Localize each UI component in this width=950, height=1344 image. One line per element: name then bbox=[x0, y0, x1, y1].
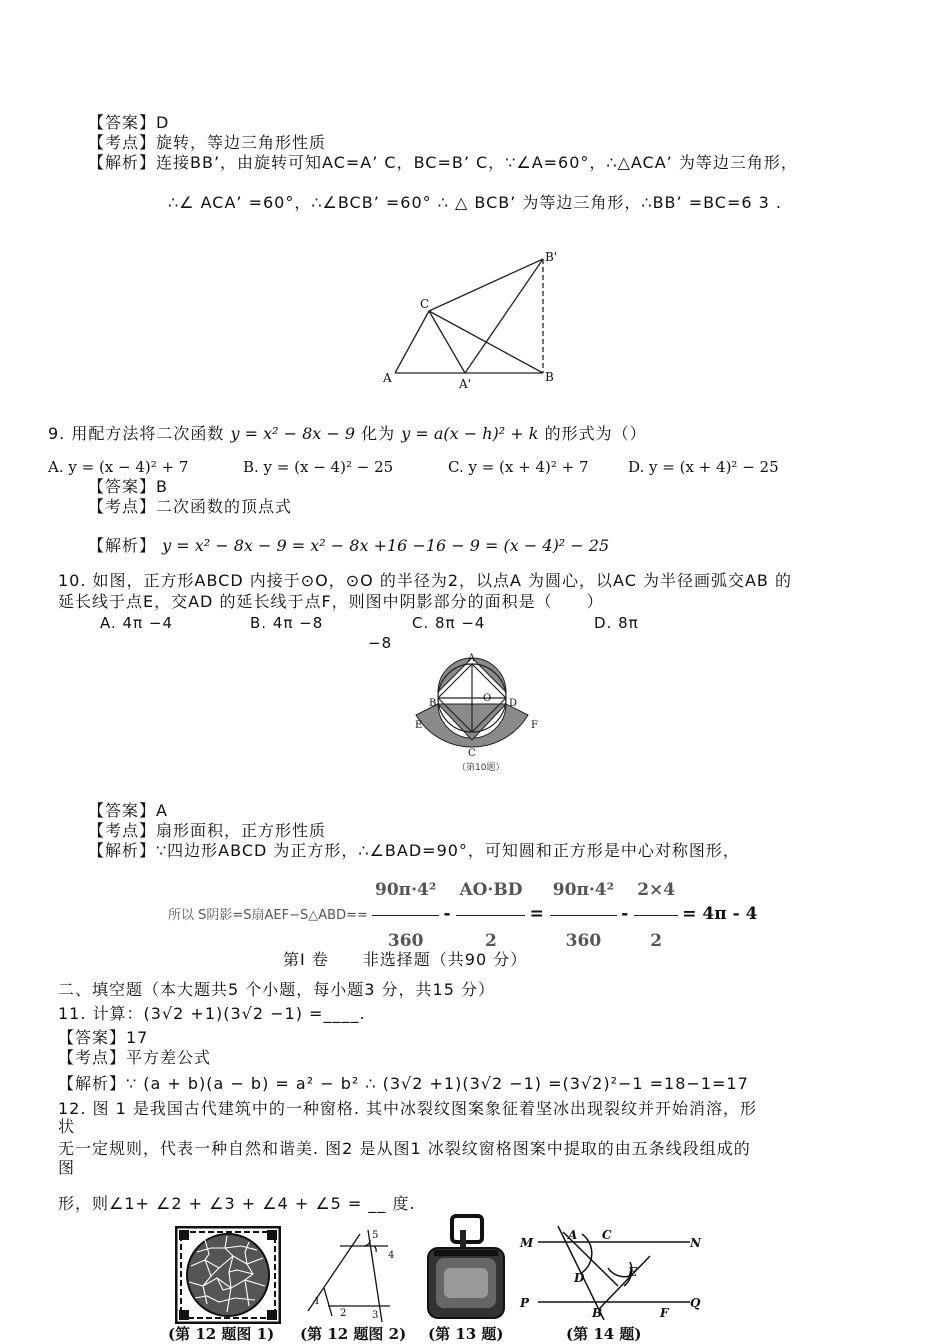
q10-point: 【考点】扇形面积，正方形性质 bbox=[88, 821, 327, 840]
q8-label-a: A bbox=[383, 371, 392, 385]
q13-suitcase-figure bbox=[424, 1214, 508, 1322]
caption-q13: (第 13 题) bbox=[428, 1325, 504, 1343]
q8-explain-1: 【解析】连接BB’，由旋转可知AC=A’ C，BC=B’ C，∵∠A=60°，∴△ACA’ 为等边三角形， bbox=[88, 153, 798, 172]
q10-fraction-1: $\frac{\text{90π·4²}}{360}$ bbox=[372, 865, 439, 966]
q12-fig2-label-3: 3 bbox=[372, 1310, 379, 1321]
q12-fig2-segments bbox=[300, 1226, 400, 1324]
q12-fig2-label-2: 2 bbox=[340, 1308, 347, 1319]
q11-point: 【考点】平方差公式 bbox=[58, 1048, 212, 1067]
q10-fraction-4: $\frac{2\times 4}{2}$ bbox=[634, 865, 678, 966]
q9-option-d: D. y = (x + 4)² − 25 bbox=[628, 458, 779, 476]
q11-stem: 11. 计算：(3√2 +1)(3√2 −1) =____. bbox=[58, 1004, 366, 1023]
q10-circle-figure bbox=[405, 648, 555, 776]
q12-stem-2: 无一定规则，代表一种自然和谐美. 图2 是从图1 冰裂纹窗格图案中提取的由五条线段组成的 bbox=[58, 1139, 751, 1158]
q14-label-p: P bbox=[520, 1296, 530, 1310]
q9-stem-formula-1: y = x² − 8x − 9 bbox=[230, 424, 356, 443]
q9-point: 【考点】二次函数的顶点式 bbox=[88, 497, 293, 516]
q12-fig2-label-4: 4 bbox=[388, 1250, 395, 1261]
q12-stem-2b: 图 bbox=[58, 1158, 76, 1177]
q14-label-n: N bbox=[690, 1236, 701, 1250]
q11-answer: 【答案】17 bbox=[58, 1028, 149, 1047]
q9-explain bbox=[88, 536, 609, 556]
q9-stem bbox=[48, 424, 647, 444]
q10-label-o: O bbox=[483, 693, 492, 704]
q9-answer: 【答案】B bbox=[88, 477, 168, 496]
q10-figure-caption: （第10题） bbox=[457, 763, 505, 773]
q10-stem-2: 延长线于点E，交AD 的延长线于点F，则图中阴影部分的面积是（ ） bbox=[58, 592, 604, 611]
q9-stem-suffix: 的形式为（） bbox=[544, 424, 647, 443]
q10-option-d: D. 8π bbox=[594, 614, 639, 632]
q12-fig2-label-1: 1 bbox=[314, 1296, 321, 1307]
q10-label-a: A bbox=[468, 653, 476, 664]
q8-explain-2: ∴∠ ACA’ =60°，∴∠BCB’ =60° ∴ △ BCB’ 为等边三角形，∴BB’ =BC=6 3 . bbox=[168, 193, 782, 212]
q10-explain: 【解析】∵四边形ABCD 为正方形，∴∠BAD=90°，可知圆和正方形是中心对称图形， bbox=[88, 841, 740, 860]
q14-label-q: Q bbox=[690, 1296, 701, 1310]
q9-option-c: C. y = (x + 4)² + 7 bbox=[448, 458, 589, 476]
q12-fig1-window-lattice bbox=[175, 1226, 281, 1324]
q9-option-a: A. y = (x − 4)² + 7 bbox=[48, 458, 189, 476]
q10-formula-result: = 4π - 4 bbox=[682, 904, 758, 924]
caption-q12-fig2: (第 12 题图 2) bbox=[300, 1325, 407, 1343]
q10-stem-1: 10. 如图，正方形ABCD 内接于⊙O，⊙O 的半径为2，以点A 为圆心，以AC 为半径画弧交AB 的 bbox=[58, 571, 792, 590]
q9-option-b: B. y = (x − 4)² − 25 bbox=[243, 458, 394, 476]
q8-label-c: C bbox=[420, 297, 430, 311]
q10-label-d: D bbox=[509, 698, 518, 709]
q10-label-e: E bbox=[415, 720, 423, 731]
q14-label-d: D bbox=[574, 1271, 585, 1285]
q10-formula-prefix: 所以 S阴影=S扇AEF−S△ABD== bbox=[168, 908, 368, 923]
q10-fraction-2: $\frac{AO\cdot BD}{2}$ bbox=[456, 865, 525, 966]
q12-stem-1b: 状 bbox=[58, 1117, 76, 1136]
q14-label-m: M bbox=[520, 1236, 534, 1250]
q10-option-b: B. 4π −8 bbox=[250, 614, 324, 632]
caption-q12-fig1: (第 12 题图 1) bbox=[168, 1325, 275, 1343]
q10-answer: 【答案】A bbox=[88, 801, 168, 820]
q14-label-e: E bbox=[628, 1265, 638, 1279]
q10-label-b: B bbox=[429, 698, 437, 709]
q9-explain-formula: y = x² − 8x − 9 = x² − 8x +16 −16 − 9 = (x − 4)² − 25 bbox=[162, 536, 610, 555]
q10-label-c: C bbox=[468, 748, 476, 759]
q8-point: 【考点】旋转，等边三角形性质 bbox=[88, 133, 327, 152]
q8-label-b1: B' bbox=[545, 250, 558, 264]
caption-q14: (第 14 题) bbox=[566, 1325, 642, 1343]
q10-option-d-cont: −8 bbox=[368, 634, 393, 652]
q8-label-b: B bbox=[545, 370, 554, 384]
q10-option-a: A. 4π −4 bbox=[100, 614, 173, 632]
q9-explain-label: 【解析】 bbox=[88, 536, 157, 555]
q8-rotation-figure bbox=[375, 245, 565, 390]
q14-label-a: A bbox=[568, 1228, 578, 1242]
q8-label-a1: A' bbox=[459, 377, 471, 390]
q10-option-c: C. 8π −4 bbox=[412, 614, 486, 632]
q12-stem-3: 形，则∠1+ ∠2 + ∠3 + ∠4 + ∠5 = __ 度. bbox=[58, 1194, 416, 1213]
q14-construction-figure bbox=[518, 1226, 703, 1322]
part2-title: 二、填空题（本大题共5 个小题，每小题3 分，共15 分） bbox=[58, 980, 495, 999]
q12-fig2-label-5: 5 bbox=[372, 1230, 379, 1241]
volume-title: 第I 卷 非选择题（共90 分） bbox=[283, 950, 528, 969]
q14-label-c: C bbox=[602, 1228, 612, 1242]
q10-area-formula: 所以 S阴影=S扇AEF−S△ABD== $\frac{\text{90π·4²}}{360}$ - $\frac{AO\cdot BD}{2}$ = $\frac{\text{90π·4²}}{360}$ - $\frac{2\times 4}{2}$ = 4π - 4 bbox=[168, 865, 757, 915]
q9-stem-prefix: 9. 用配方法将二次函数 bbox=[48, 424, 225, 443]
q14-label-b: B bbox=[592, 1306, 603, 1320]
q11-explain: 【解析】∵ (a + b)(a − b) = a² − b² ∴ (3√2 +1)(3√2 −1) =(3√2)²−1 =18−1=17 bbox=[58, 1074, 749, 1093]
q12-stem-1: 12. 图 1 是我国古代建筑中的一种窗格. 其中冰裂纹图案象征着坚冰出现裂纹并开始消溶，形 bbox=[58, 1099, 758, 1118]
q9-stem-mid: 化为 bbox=[361, 424, 396, 443]
q8-answer: 【答案】D bbox=[88, 113, 170, 132]
q9-stem-formula-2: y = a(x − h)² + k bbox=[401, 424, 539, 443]
q10-fraction-3: $\frac{\text{90π·4²}}{360}$ bbox=[550, 865, 617, 966]
q10-label-f: F bbox=[531, 720, 538, 731]
q14-label-f: F bbox=[660, 1306, 669, 1320]
